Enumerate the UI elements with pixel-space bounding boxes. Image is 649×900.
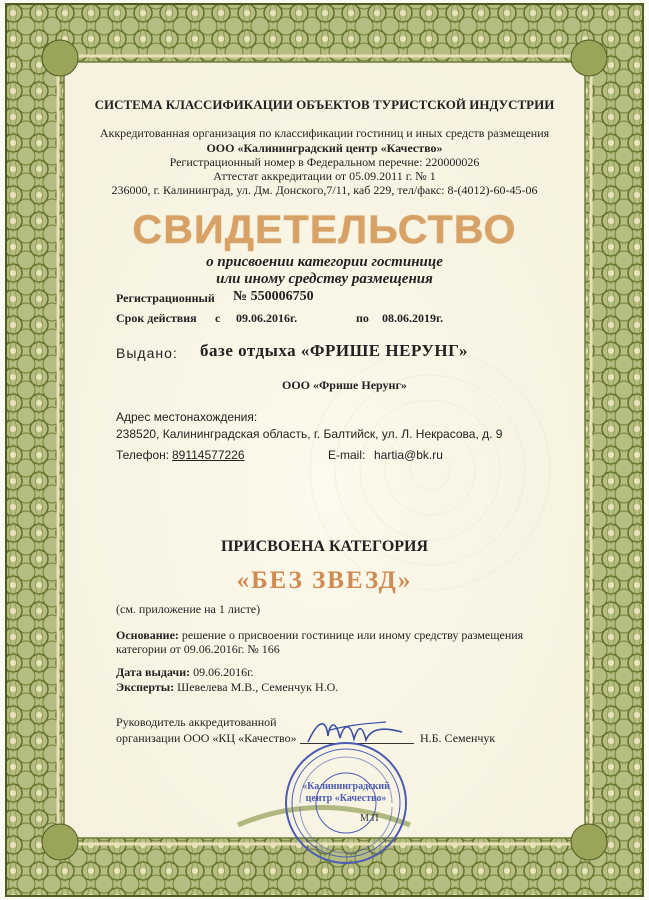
signatory-name: Н.Б. Семенчук <box>420 731 496 745</box>
validity-from-date: 09.06.2016г. <box>236 311 298 325</box>
basis-text1: решение о присвоении гостинице или иному средству размещения <box>181 628 524 642</box>
annex-note: (см. приложение на 1 листе) <box>116 602 261 616</box>
phone-value[interactable]: 89114577226 <box>172 448 245 462</box>
org-name: ООО «Калининградский центр «Качество» <box>206 141 443 155</box>
signatory-line1: Руководитель аккредитованной <box>116 715 277 729</box>
registration-number: № 550006750 <box>233 289 314 304</box>
experts-label: Эксперты: <box>116 680 175 694</box>
experts-line <box>116 680 338 695</box>
basis-text2: категории от 09.06.2016г. № 166 <box>116 642 280 656</box>
category-heading: ПРИСВОЕНА КАТЕГОРИЯ <box>220 538 429 555</box>
registration-label: Регистрационный <box>116 291 215 305</box>
category-value: «БЕЗ ЗВЕЗД» <box>236 567 413 594</box>
issue-date-label: Дата выдачи: <box>116 665 191 679</box>
validity-label: Срок действия <box>116 311 197 325</box>
subtitle-line1: о присвоении категории гостинице <box>206 254 443 270</box>
issued-label: Выдано: <box>116 345 178 361</box>
stamp-text: «Калининградский центр «Качество» <box>302 781 390 804</box>
address-value: 238520, Калининградская область, г. Балтийск, ул. Л. Некрасова, д. 9 <box>116 427 503 441</box>
registration-in-register: Регистрационный номер в Федеральном перечне: 220000026 <box>169 155 480 169</box>
owner-organization: ООО «Фрише Нерунг» <box>282 378 407 392</box>
experts-value: Шевелева М.В., Семенчук Н.О. <box>177 680 339 694</box>
basis-line1 <box>116 628 523 643</box>
stamp-mp: М.П <box>360 813 379 824</box>
signatory-line2: организации ООО «КЦ «Качество» <box>116 731 297 745</box>
certificate-title: СВИДЕТЕЛЬСТВО <box>132 208 517 252</box>
issue-date-line <box>116 665 254 680</box>
org-description: Аккредитованная организация по классификации гостиниц и иных средств размещения <box>99 126 550 140</box>
email-value[interactable]: hartia@bk.ru <box>374 448 443 462</box>
validity-to-prefix: по <box>356 311 369 325</box>
email-label: E-mail: <box>328 448 366 462</box>
subtitle-line2: или иному средству размещения <box>216 271 433 287</box>
issue-date-value: 09.06.2016г. <box>193 665 254 679</box>
phone-label: Телефон: <box>116 448 170 462</box>
address-label: Адрес местонахождения: <box>116 410 258 424</box>
org-address: 236000, г. Калининград, ул. Дм. Донского,7/11, каб 229, тел/факс: 8-(4012)-60-45-06 <box>111 183 538 197</box>
basis-label: Основание: <box>116 628 179 642</box>
attestat-line: Аттестат аккредитации от 05.09.2011 г. № 1 <box>213 169 436 183</box>
validity-from-prefix: с <box>215 311 221 325</box>
system-title: СИСТЕМА КЛАССИФИКАЦИИ ОБЪЕКТОВ ТУРИСТСКОЙ ИНДУСТРИИ <box>94 97 555 112</box>
validity-to-date: 08.06.2019г. <box>382 311 444 325</box>
issued-to: базе отдыха «ФРИШЕ НЕРУНГ» <box>200 341 469 360</box>
